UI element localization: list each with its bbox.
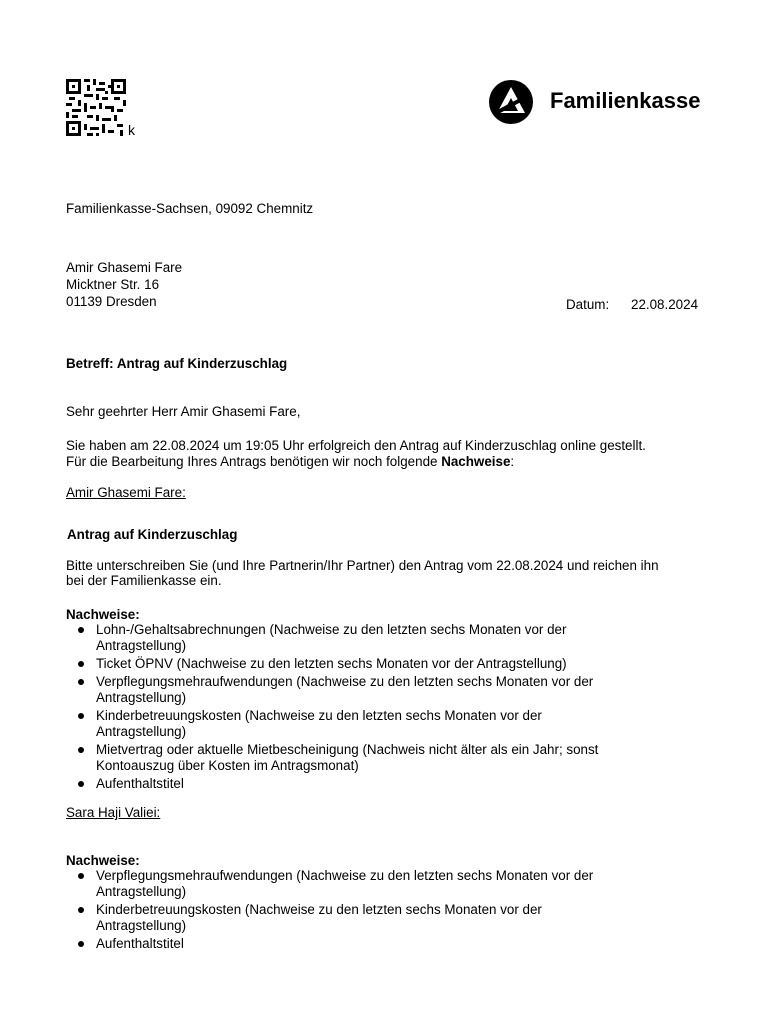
list-item-line-2: Antragstellung) (96, 690, 187, 705)
bullet-icon (78, 713, 84, 719)
list-item-line-1: Kinderbetreuungskosten (Nachweise zu den letzten sechs Monaten vor der (96, 902, 542, 917)
list-item-line-1: Mietvertrag oder aktuelle Mietbescheinigung (Nachweis nicht älter als ein Jahr; sonst (96, 742, 599, 757)
list-item-line-1: Aufenthaltstitel (96, 776, 184, 791)
recipient-street: Micktner Str. 16 (66, 277, 160, 292)
qr-code-suffix: k (128, 122, 135, 138)
list-item (66, 708, 706, 740)
section2-nachweise-list (66, 868, 706, 954)
list-item-line-1: Lohn-/Gehaltsabrechnungen (Nachweise zu den letzten sechs Monaten vor der (96, 622, 567, 637)
section1-person: Amir Ghasemi Fare: (66, 485, 186, 500)
list-item-line-1: Aufenthaltstitel (96, 936, 184, 951)
list-item-line-2: Antragstellung) (96, 918, 187, 933)
intro-line-1: Sie haben am 22.08.2024 um 19:05 Uhr erfolgreich den Antrag auf Kinderzuschlag online gestellt. (66, 438, 646, 453)
section1-text-line-1: Bitte unterschreiben Sie (und Ihre Partnerin/Ihr Partner) den Antrag vom 22.08.2024 und reichen ihn (66, 558, 659, 573)
list-item (66, 656, 706, 672)
date-label: Datum: (566, 297, 610, 312)
list-item-line-2: Kontoauszug über Kosten im Antragsmonat) (96, 758, 359, 773)
recipient-name: Amir Ghasemi Fare (66, 260, 183, 275)
familienkasse-logo-icon (489, 80, 533, 124)
section1-nachweise-list (66, 622, 706, 794)
list-item-line-2: Antragstellung) (96, 884, 187, 899)
list-item-line-1: Ticket ÖPNV (Nachweise zu den letzten sechs Monaten vor der Antragstellung) (96, 656, 567, 671)
qr-code (66, 79, 126, 136)
list-item (66, 776, 706, 792)
section1-nachweise-label: Nachweise: (66, 607, 140, 622)
intro-line-2-bold: Nachweise (441, 454, 511, 469)
list-item-line-2: Antragstellung) (96, 724, 187, 739)
section2-person: Sara Haji Valiei: (66, 805, 161, 820)
list-item (66, 622, 706, 654)
sender-line: Familienkasse-Sachsen, 09092 Chemnitz (66, 201, 314, 216)
intro-line-2-prefix: Für die Bearbeitung Ihres Antrags benötigen wir noch folgende (66, 454, 442, 469)
list-item (66, 868, 706, 900)
bullet-icon (78, 661, 84, 667)
list-item (66, 936, 706, 952)
bullet-icon (78, 907, 84, 913)
list-item (66, 742, 706, 774)
section1-text-line-2: bei der Familienkasse ein. (66, 573, 222, 588)
brand-name: Familienkasse (550, 88, 701, 113)
list-item-line-1: Verpflegungsmehraufwendungen (Nachweise zu den letzten sechs Monaten vor der (96, 674, 594, 689)
bullet-icon (78, 873, 84, 879)
bullet-icon (78, 679, 84, 685)
list-item-line-2: Antragstellung) (96, 638, 187, 653)
list-item-line-1: Verpflegungsmehraufwendungen (Nachweise zu den letzten sechs Monaten vor der (96, 868, 594, 883)
bullet-icon (78, 627, 84, 633)
salutation: Sehr geehrter Herr Amir Ghasemi Fare, (66, 404, 301, 419)
list-item (66, 902, 706, 934)
intro-line-2 (66, 454, 514, 470)
bullet-icon (78, 747, 84, 753)
bullet-icon (78, 941, 84, 947)
intro-line-2-suffix: : (510, 454, 515, 469)
familienkasse-logo (488, 79, 708, 124)
list-item (66, 674, 706, 706)
list-item-line-1: Kinderbetreuungskosten (Nachweise zu den letzten sechs Monaten vor der (96, 708, 542, 723)
bullet-icon (78, 781, 84, 787)
section2-nachweise-label: Nachweise: (66, 853, 140, 868)
subject: Betreff: Antrag auf Kinderzuschlag (66, 356, 288, 371)
recipient-city: 01139 Dresden (66, 294, 157, 309)
date-value: 22.08.2024 (631, 297, 699, 312)
section1-heading: Antrag auf Kinderzuschlag (67, 527, 238, 542)
